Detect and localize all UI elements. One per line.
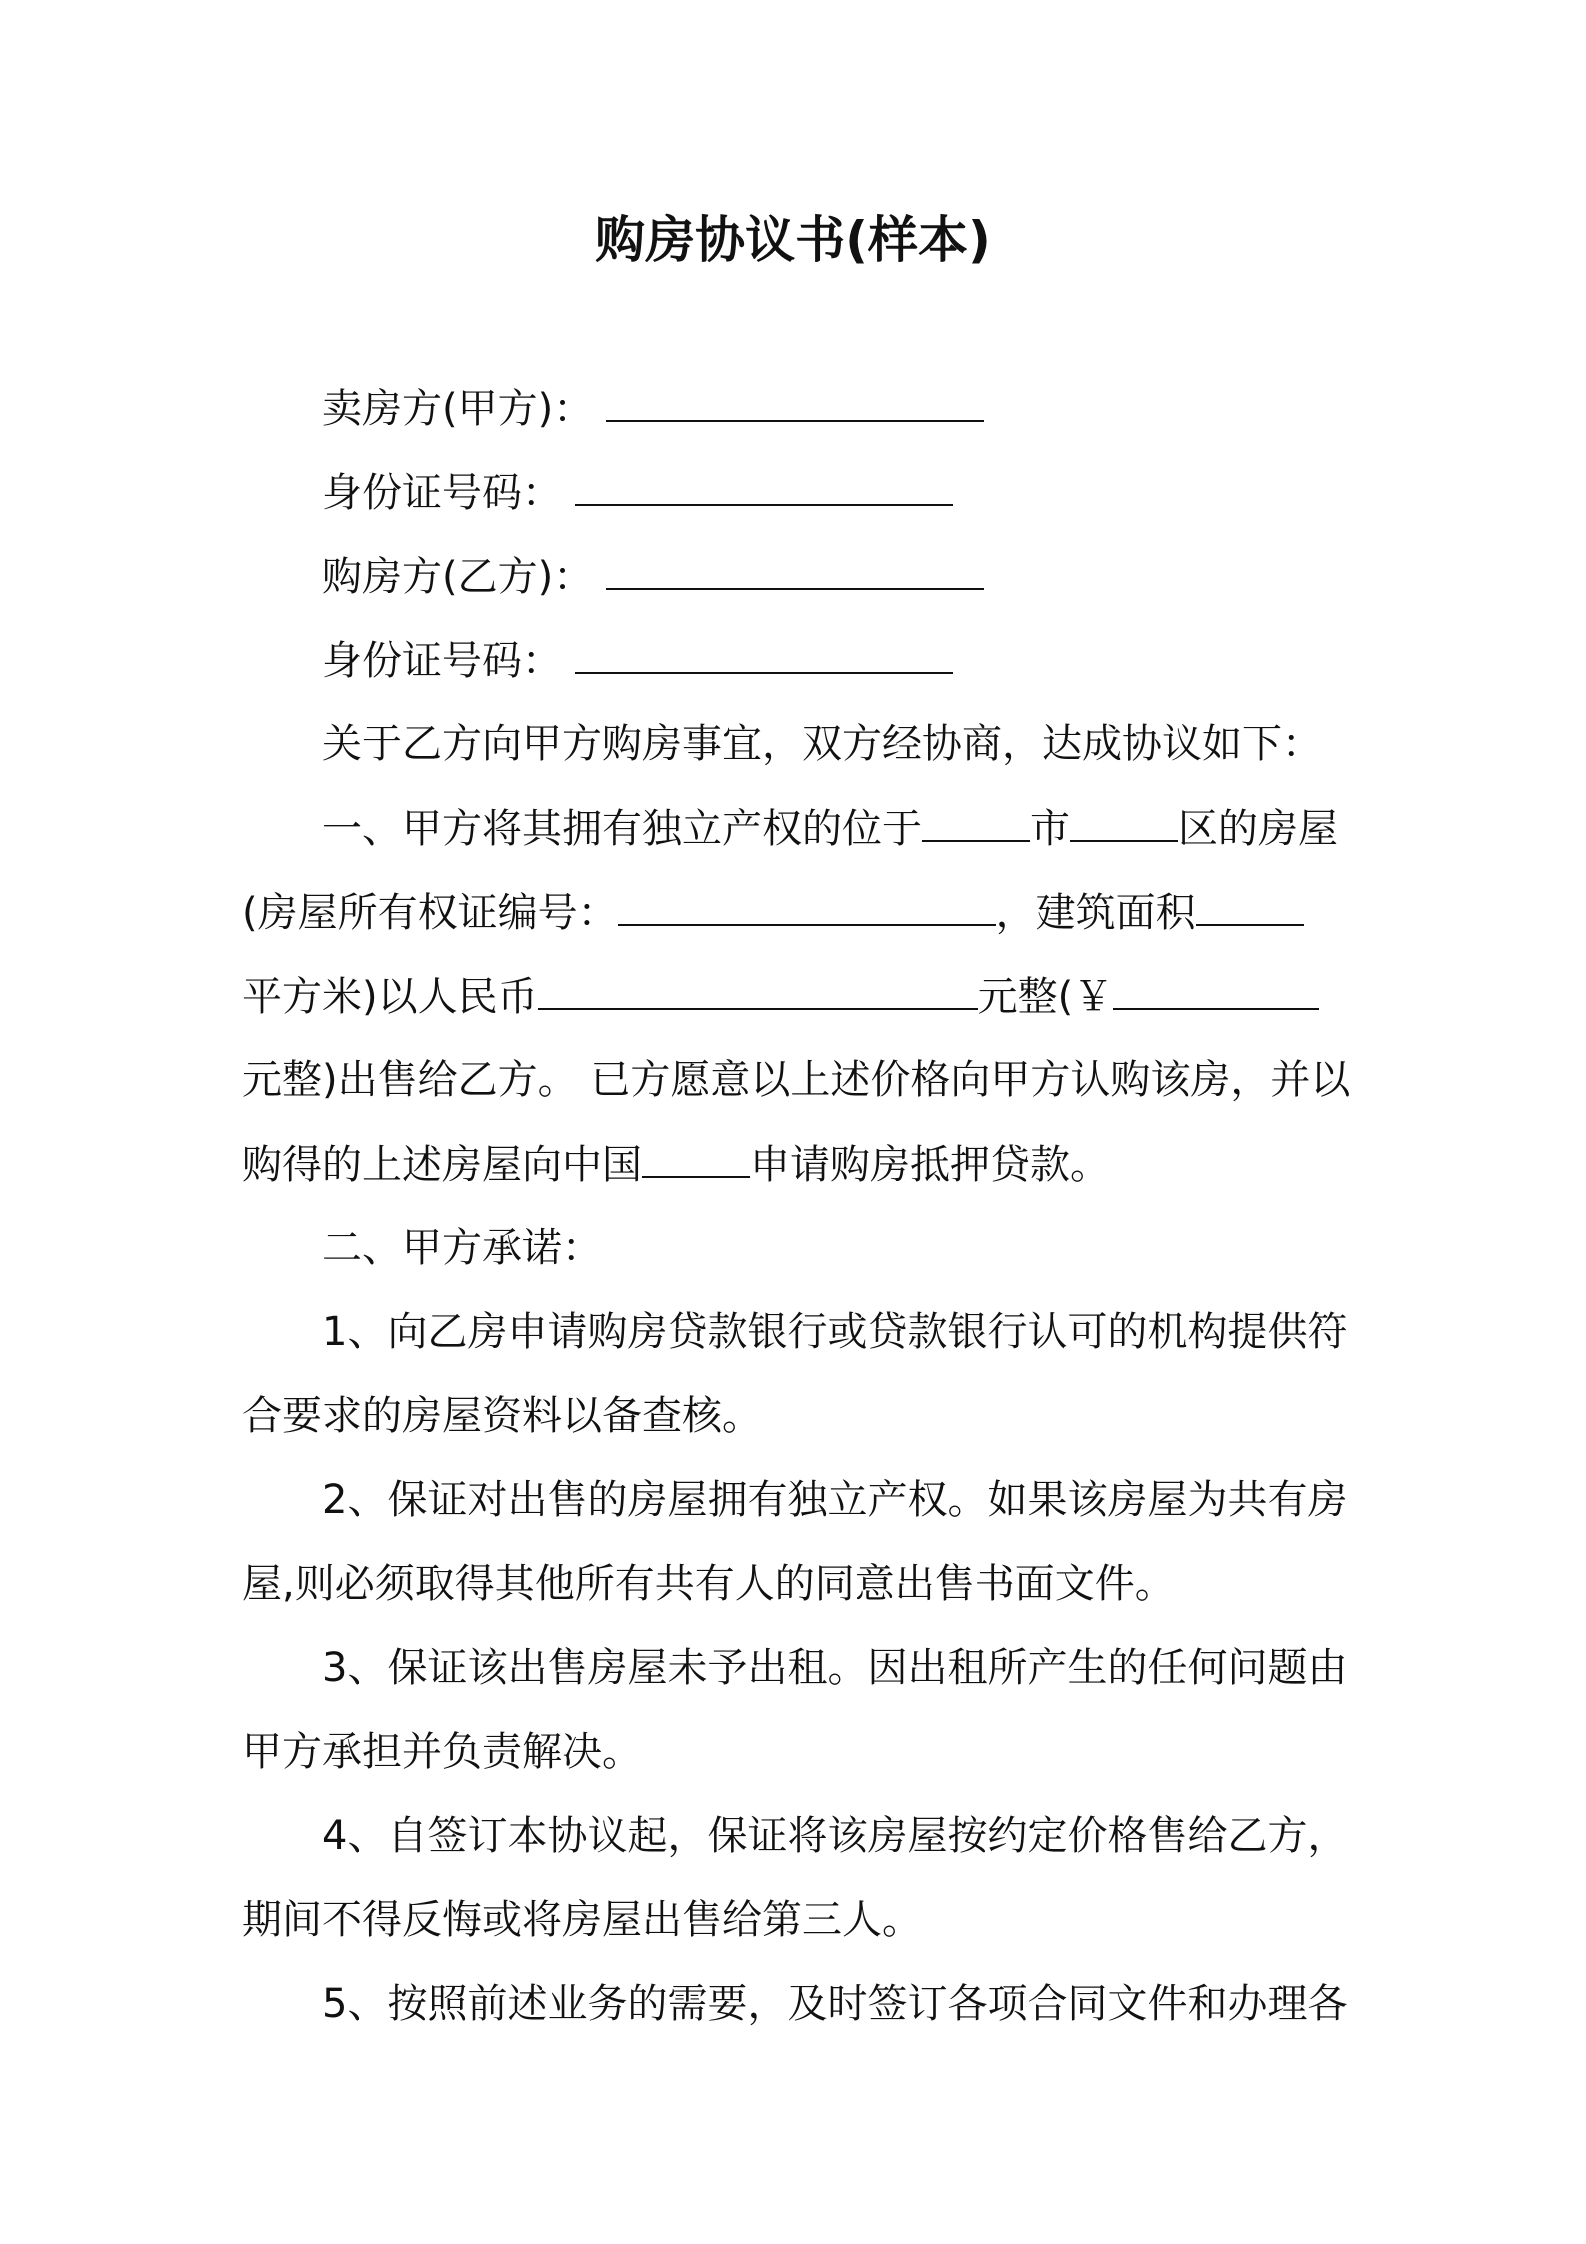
buyer-line — [322, 548, 984, 605]
item4-line1: 4、自签订本协议起，保证将该房屋按约定价格售给乙方， — [322, 1813, 1348, 1859]
clause2-heading: 二、甲方承诺： — [322, 1225, 602, 1271]
buyer-id-label: 身份证号码： — [322, 638, 562, 684]
item2-line2: 屋,则必须取得其他所有共有人的同意出售书面文件。 — [242, 1561, 1175, 1607]
seller-name-blank — [606, 380, 984, 422]
clause1-text-b: 市 — [1030, 806, 1070, 852]
item1-line2: 合要求的房屋资料以备查核。 — [242, 1393, 762, 1439]
seller-id-line — [322, 464, 953, 521]
clause1-text-c: 区的房屋 — [1178, 806, 1338, 852]
buyer-label: 购房方(乙方)： — [322, 554, 594, 600]
item5-line1: 5、按照前述业务的需要，及时签订各项合同文件和办理各 — [322, 1981, 1348, 2027]
seller-id-label: 身份证号码： — [322, 470, 562, 516]
clause1-line1 — [322, 800, 1338, 857]
area-blank — [1196, 884, 1304, 926]
seller-id-blank — [575, 464, 953, 506]
price-figures-blank — [1113, 968, 1319, 1010]
city-blank — [922, 800, 1030, 842]
price-words-blank — [538, 968, 978, 1010]
clause1-text-g: 元整(￥ — [977, 974, 1114, 1020]
clause1-line4: 元整)出售给乙方。 已方愿意以上述价格向甲方认购该房，并以 — [242, 1057, 1351, 1103]
item1-line1: 1、向乙房申请购房贷款银行或贷款银行认可的机构提供符 — [322, 1309, 1348, 1355]
clause1-text-j: 申请购房抵押贷款。 — [750, 1142, 1110, 1188]
buyer-id-blank — [575, 632, 953, 674]
item3-line2: 甲方承担并负责解决。 — [242, 1729, 642, 1775]
seller-label: 卖房方(甲方)： — [322, 386, 594, 432]
item4-line2: 期间不得反悔或将房屋出售给第三人。 — [242, 1897, 922, 1943]
buyer-name-blank — [606, 548, 984, 590]
clause1-text-a: 一、甲方将其拥有独立产权的位于 — [322, 806, 922, 852]
clause1-line5 — [242, 1136, 1110, 1193]
clause1-text-i: 购得的上述房屋向中国 — [242, 1142, 642, 1188]
item3-line1: 3、保证该出售房屋未予出租。因出租所产生的任何问题由 — [322, 1645, 1348, 1691]
seller-line — [322, 380, 984, 437]
buyer-id-line — [322, 632, 953, 689]
certificate-number-blank — [618, 884, 996, 926]
clause1-text-d: (房屋所有权证编号： — [242, 890, 618, 936]
item2-line1: 2、保证对出售的房屋拥有独立产权。如果该房屋为共有房 — [322, 1477, 1348, 1523]
clause1-text-f: 平方米)以人民币 — [242, 974, 538, 1020]
clause1-line3 — [242, 968, 1319, 1025]
document-title: 购房协议书(样本) — [595, 211, 991, 269]
intro-paragraph: 关于乙方向甲方购房事宜，双方经协商，达成协议如下： — [322, 721, 1322, 767]
district-blank — [1070, 800, 1178, 842]
clause1-line2 — [242, 884, 1304, 941]
bank-name-blank — [642, 1136, 750, 1178]
clause1-text-e: ，建筑面积 — [995, 890, 1196, 936]
